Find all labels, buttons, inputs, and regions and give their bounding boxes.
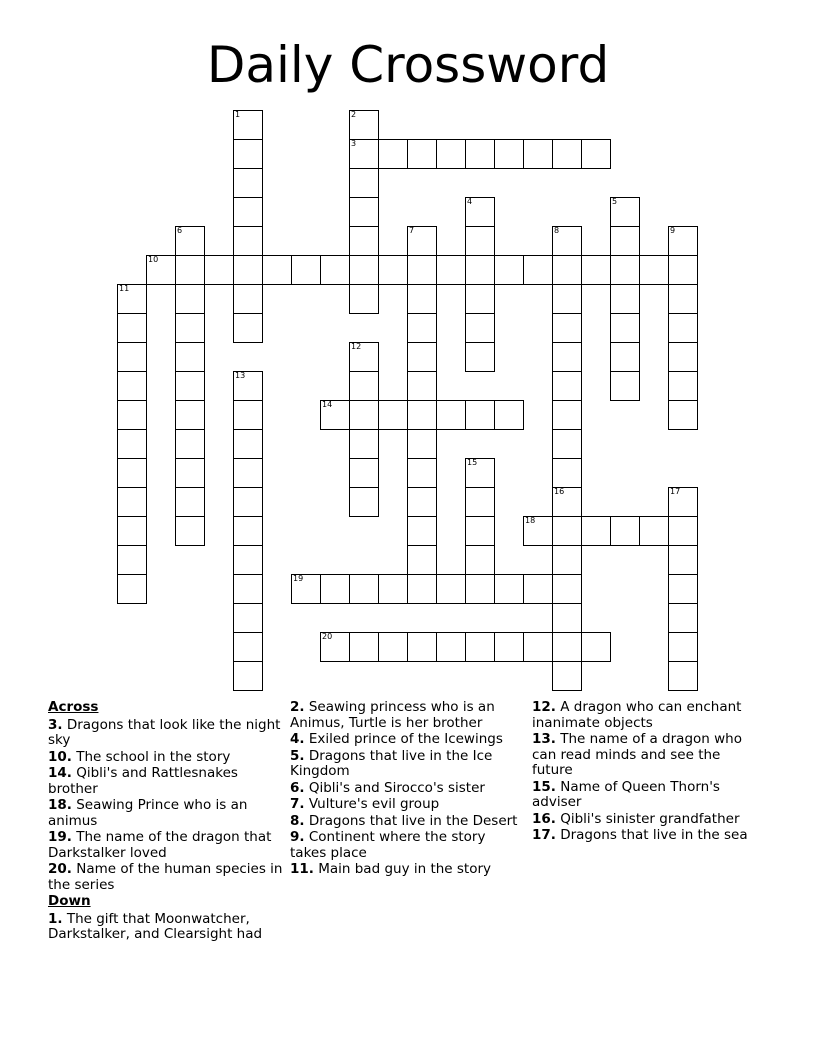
grid-cell[interactable]	[668, 661, 698, 691]
grid-cell[interactable]	[117, 458, 147, 488]
grid-cell[interactable]	[610, 284, 640, 314]
clue-number: 9.	[290, 829, 305, 845]
grid-cell[interactable]	[320, 632, 350, 662]
grid-cell[interactable]	[349, 371, 379, 401]
clue-text: Seawing princess who is an Animus, Turtle is her brother	[290, 699, 495, 731]
grid-cell[interactable]	[175, 313, 205, 343]
grid-cell[interactable]	[233, 371, 263, 401]
grid-cell[interactable]	[639, 255, 669, 285]
grid-cell[interactable]	[523, 255, 553, 285]
clue-down-4	[290, 732, 522, 748]
clue-down-1	[48, 912, 284, 943]
grid-cell[interactable]	[233, 110, 263, 140]
clue-number: 8.	[290, 812, 305, 829]
grid-cell[interactable]	[233, 255, 263, 285]
grid-cell[interactable]	[378, 255, 408, 285]
clue-number: 18.	[48, 797, 72, 813]
grid-cell[interactable]	[407, 545, 437, 575]
grid-cell[interactable]	[494, 400, 524, 430]
clue-text: A dragon who can enchant inanimate objects	[532, 699, 742, 731]
grid-cell-number: 19	[293, 574, 304, 583]
clue-down-17	[532, 828, 764, 844]
grid-cell[interactable]	[349, 168, 379, 198]
clue-text: The name of the dragon that Darkstalker loved	[48, 829, 272, 861]
grid-cell[interactable]	[262, 255, 292, 285]
grid-cell[interactable]	[668, 487, 698, 517]
grid-cell[interactable]	[407, 342, 437, 372]
grid-cell[interactable]	[407, 284, 437, 314]
grid-cell[interactable]	[233, 429, 263, 459]
clue-number: 14.	[48, 765, 72, 781]
grid-cell[interactable]	[668, 255, 698, 285]
grid-cell-number: 1	[235, 110, 241, 119]
grid-cell[interactable]	[610, 313, 640, 343]
grid-cell-number: 14	[322, 400, 333, 409]
clue-down-15	[532, 780, 764, 811]
grid-cell[interactable]	[465, 400, 495, 430]
grid-cell[interactable]	[465, 487, 495, 517]
grid-cell[interactable]	[117, 284, 147, 314]
grid-cell[interactable]	[117, 429, 147, 459]
clue-across-19	[48, 830, 284, 861]
grid-cell-number: 8	[554, 226, 560, 235]
grid-cell[interactable]	[233, 632, 263, 662]
clue-down-6	[290, 781, 522, 797]
grid-cell[interactable]	[552, 458, 582, 488]
grid-cell[interactable]	[349, 197, 379, 227]
grid-cell[interactable]	[407, 400, 437, 430]
grid-cell[interactable]	[552, 342, 582, 372]
grid-cell[interactable]	[407, 574, 437, 604]
grid-cell[interactable]	[465, 255, 495, 285]
grid-cell[interactable]	[465, 574, 495, 604]
grid-cell[interactable]	[610, 516, 640, 546]
grid-cell-number: 2	[351, 110, 357, 119]
clue-text: Seawing Prince who is an animus	[48, 797, 248, 829]
grid-cell[interactable]	[175, 226, 205, 256]
grid-cell[interactable]	[552, 661, 582, 691]
clue-number: 12.	[532, 699, 556, 715]
grid-cell-number: 17	[670, 487, 681, 496]
clue-number: 15.	[532, 778, 556, 795]
grid-cell[interactable]	[349, 284, 379, 314]
grid-cell[interactable]	[436, 400, 466, 430]
grid-cell-number: 11	[119, 284, 130, 293]
grid-cell[interactable]	[117, 400, 147, 430]
grid-cell[interactable]	[465, 313, 495, 343]
grid-cell[interactable]	[465, 139, 495, 169]
grid-cell[interactable]	[320, 400, 350, 430]
grid-cell[interactable]	[581, 516, 611, 546]
grid-cell[interactable]	[552, 226, 582, 256]
grid-cell[interactable]	[233, 197, 263, 227]
clues-column-1	[48, 700, 284, 944]
clue-across-3	[48, 718, 284, 749]
grid-cell[interactable]	[233, 603, 263, 633]
grid-cell[interactable]	[175, 255, 205, 285]
grid-cell[interactable]	[610, 226, 640, 256]
grid-cell[interactable]	[610, 342, 640, 372]
grid-cell[interactable]	[581, 632, 611, 662]
grid-cell[interactable]	[175, 429, 205, 459]
grid-cell[interactable]	[552, 516, 582, 546]
clue-text: The name of a dragon who can read minds and see the future	[532, 731, 742, 778]
clue-text: Dragons that live in the Ice Kingdom	[290, 747, 493, 779]
grid-cell[interactable]	[407, 255, 437, 285]
grid-cell[interactable]	[523, 574, 553, 604]
grid-cell[interactable]	[349, 574, 379, 604]
clue-text: Vulture's evil group	[308, 796, 440, 812]
grid-cell[interactable]	[407, 632, 437, 662]
clue-number: 6.	[290, 779, 305, 796]
grid-cell[interactable]	[552, 545, 582, 575]
grid-cell[interactable]	[465, 458, 495, 488]
clue-number: 11.	[290, 861, 314, 877]
clue-text: The school in the story	[76, 748, 231, 765]
grid-cell[interactable]	[233, 313, 263, 343]
grid-cell[interactable]	[610, 371, 640, 401]
clue-across-14	[48, 766, 284, 797]
grid-cell[interactable]	[233, 284, 263, 314]
clue-down-7	[290, 797, 522, 813]
clue-down-11	[290, 862, 522, 878]
grid-cell[interactable]	[552, 139, 582, 169]
grid-cell[interactable]	[233, 168, 263, 198]
grid-cell[interactable]	[465, 516, 495, 546]
clue-text: Qibli's and Sirocco's sister	[308, 779, 485, 796]
grid-cell-number: 4	[467, 197, 473, 206]
grid-cell[interactable]	[117, 342, 147, 372]
grid-cell[interactable]	[465, 197, 495, 227]
grid-cell[interactable]	[349, 400, 379, 430]
grid-cell[interactable]	[407, 429, 437, 459]
clue-number: 2.	[290, 699, 305, 715]
grid-cell[interactable]	[320, 574, 350, 604]
grid-cell-number: 6	[177, 226, 183, 235]
grid-cell[interactable]	[291, 255, 321, 285]
grid-cell[interactable]	[349, 139, 379, 169]
grid-cell[interactable]	[407, 371, 437, 401]
clue-text: Name of Queen Thorn's adviser	[532, 778, 720, 810]
grid-cell[interactable]	[668, 400, 698, 430]
grid-cell[interactable]	[668, 574, 698, 604]
grid-cell[interactable]	[378, 632, 408, 662]
grid-cell[interactable]	[233, 661, 263, 691]
grid-cell[interactable]	[668, 632, 698, 662]
grid-cell[interactable]	[523, 139, 553, 169]
clue-number: 13.	[532, 731, 556, 747]
grid-cell[interactable]	[175, 516, 205, 546]
clue-text: Qibli's and Rattlesnakes brother	[48, 765, 238, 797]
grid-cell[interactable]	[494, 255, 524, 285]
grid-cell[interactable]	[552, 255, 582, 285]
grid-cell[interactable]	[233, 516, 263, 546]
clue-text: Name of the human species in the series	[48, 861, 283, 893]
grid-cell[interactable]	[465, 545, 495, 575]
grid-cell[interactable]	[117, 574, 147, 604]
grid-cell[interactable]	[349, 110, 379, 140]
grid-cell[interactable]	[349, 487, 379, 517]
grid-cell[interactable]	[407, 226, 437, 256]
grid-cell[interactable]	[291, 574, 321, 604]
clue-down-13	[532, 732, 764, 779]
clue-number: 16.	[532, 810, 556, 827]
grid-cell[interactable]	[523, 516, 553, 546]
clue-text: The gift that Moonwatcher, Darkstalker, and Clearsight had	[48, 910, 263, 942]
grid-cell-number: 12	[351, 342, 362, 351]
grid-cell[interactable]	[581, 139, 611, 169]
grid-cell[interactable]	[349, 226, 379, 256]
grid-cell[interactable]	[175, 371, 205, 401]
grid-cell[interactable]	[175, 487, 205, 517]
grid-cell[interactable]	[320, 255, 350, 285]
grid-cell[interactable]	[407, 487, 437, 517]
grid-cell[interactable]	[552, 487, 582, 517]
clue-text: Main bad guy in the story	[318, 861, 492, 877]
grid-cell[interactable]	[436, 139, 466, 169]
grid-cell[interactable]	[668, 516, 698, 546]
grid-cell[interactable]	[349, 342, 379, 372]
grid-cell[interactable]	[233, 487, 263, 517]
clue-down-12	[532, 700, 764, 731]
grid-cell[interactable]	[117, 516, 147, 546]
grid-cell[interactable]	[233, 545, 263, 575]
grid-cell[interactable]	[523, 632, 553, 662]
grid-cell[interactable]	[349, 458, 379, 488]
grid-cell[interactable]	[233, 139, 263, 169]
grid-cell-number: 5	[612, 197, 618, 206]
grid-cell[interactable]	[494, 632, 524, 662]
clue-across-18	[48, 798, 284, 829]
grid-cell[interactable]	[175, 284, 205, 314]
grid-cell-number: 9	[670, 226, 676, 235]
clue-down-5	[290, 749, 522, 780]
grid-cell[interactable]	[552, 284, 582, 314]
grid-cell-number: 13	[235, 371, 246, 380]
grid-cell[interactable]	[233, 226, 263, 256]
grid-cell[interactable]	[552, 632, 582, 662]
grid-cell[interactable]	[436, 255, 466, 285]
grid-cell[interactable]	[349, 429, 379, 459]
grid-cell[interactable]	[407, 516, 437, 546]
across-heading: Across	[48, 699, 99, 715]
grid-cell[interactable]	[465, 226, 495, 256]
grid-cell[interactable]	[117, 313, 147, 343]
grid-cell[interactable]	[465, 284, 495, 314]
clue-down-2	[290, 700, 522, 731]
grid-cell[interactable]	[668, 603, 698, 633]
grid-cell[interactable]	[668, 226, 698, 256]
clue-number: 20.	[48, 861, 72, 877]
down-heading: Down	[48, 893, 91, 909]
grid-cell[interactable]	[378, 139, 408, 169]
clue-number: 4.	[290, 731, 305, 747]
grid-cell[interactable]	[378, 574, 408, 604]
clue-number: 5.	[290, 747, 305, 764]
clue-text: Dragons that live in the Desert	[308, 812, 518, 829]
grid-cell[interactable]	[552, 313, 582, 343]
grid-cell[interactable]	[610, 255, 640, 285]
clue-down-8	[290, 814, 522, 830]
grid-cell[interactable]	[117, 371, 147, 401]
grid-cell-number: 3	[351, 139, 357, 148]
clue-number: 10.	[48, 748, 72, 765]
clue-across-10	[48, 750, 284, 766]
grid-cell[interactable]	[465, 342, 495, 372]
grid-cell-number: 16	[554, 487, 565, 496]
grid-cell[interactable]	[668, 284, 698, 314]
grid-cell[interactable]	[204, 255, 234, 285]
clue-text: Dragons that look like the night sky	[48, 716, 281, 748]
grid-cell[interactable]	[668, 371, 698, 401]
clue-text: Continent where the story takes place	[290, 829, 486, 861]
grid-cell[interactable]	[581, 255, 611, 285]
grid-cell-number: 7	[409, 226, 415, 235]
grid-cell-number: 18	[525, 516, 536, 525]
grid-cell[interactable]	[175, 342, 205, 372]
grid-cell[interactable]	[552, 429, 582, 459]
grid-cell[interactable]	[233, 458, 263, 488]
page-title: Daily Crossword	[206, 36, 610, 94]
grid-cell[interactable]	[117, 545, 147, 575]
clue-text: Dragons that live in the sea	[560, 827, 748, 843]
clue-number: 7.	[290, 796, 305, 812]
grid-cell[interactable]	[639, 516, 669, 546]
grid-cell[interactable]	[610, 197, 640, 227]
grid-cell-number: 10	[148, 255, 159, 264]
grid-cell[interactable]	[465, 632, 495, 662]
grid-cell-number: 15	[467, 458, 478, 467]
grid-cell[interactable]	[407, 139, 437, 169]
grid-cell[interactable]	[349, 255, 379, 285]
grid-cell[interactable]	[378, 400, 408, 430]
grid-cell[interactable]	[407, 458, 437, 488]
grid-cell[interactable]	[349, 632, 379, 662]
grid-cell[interactable]	[233, 400, 263, 430]
clue-number: 17.	[532, 827, 556, 843]
grid-cell[interactable]	[146, 255, 176, 285]
grid-cell[interactable]	[407, 313, 437, 343]
clue-number: 3.	[48, 716, 63, 733]
grid-cell[interactable]	[436, 574, 466, 604]
grid-cell[interactable]	[552, 400, 582, 430]
clue-down-16	[532, 812, 764, 828]
grid-cell[interactable]	[668, 545, 698, 575]
grid-cell[interactable]	[117, 487, 147, 517]
clue-number: 19.	[48, 829, 72, 845]
clue-across-20	[48, 862, 284, 893]
clues-column-2	[290, 700, 522, 879]
grid-cell[interactable]	[436, 632, 466, 662]
grid-cell[interactable]	[175, 458, 205, 488]
grid-cell[interactable]	[175, 400, 205, 430]
clue-down-9	[290, 830, 522, 861]
grid-cell[interactable]	[552, 574, 582, 604]
grid-cell-number: 20	[322, 632, 333, 641]
grid-cell[interactable]	[494, 574, 524, 604]
grid-cell[interactable]	[668, 313, 698, 343]
grid-cell[interactable]	[233, 574, 263, 604]
clue-number: 1.	[48, 910, 63, 927]
grid-cell[interactable]	[552, 603, 582, 633]
clue-text: Exiled prince of the Icewings	[308, 731, 503, 747]
clues-column-3	[532, 700, 764, 845]
grid-cell[interactable]	[494, 139, 524, 169]
grid-cell[interactable]	[552, 371, 582, 401]
grid-cell[interactable]	[668, 342, 698, 372]
clue-text: Qibli's sinister grandfather	[560, 810, 740, 827]
